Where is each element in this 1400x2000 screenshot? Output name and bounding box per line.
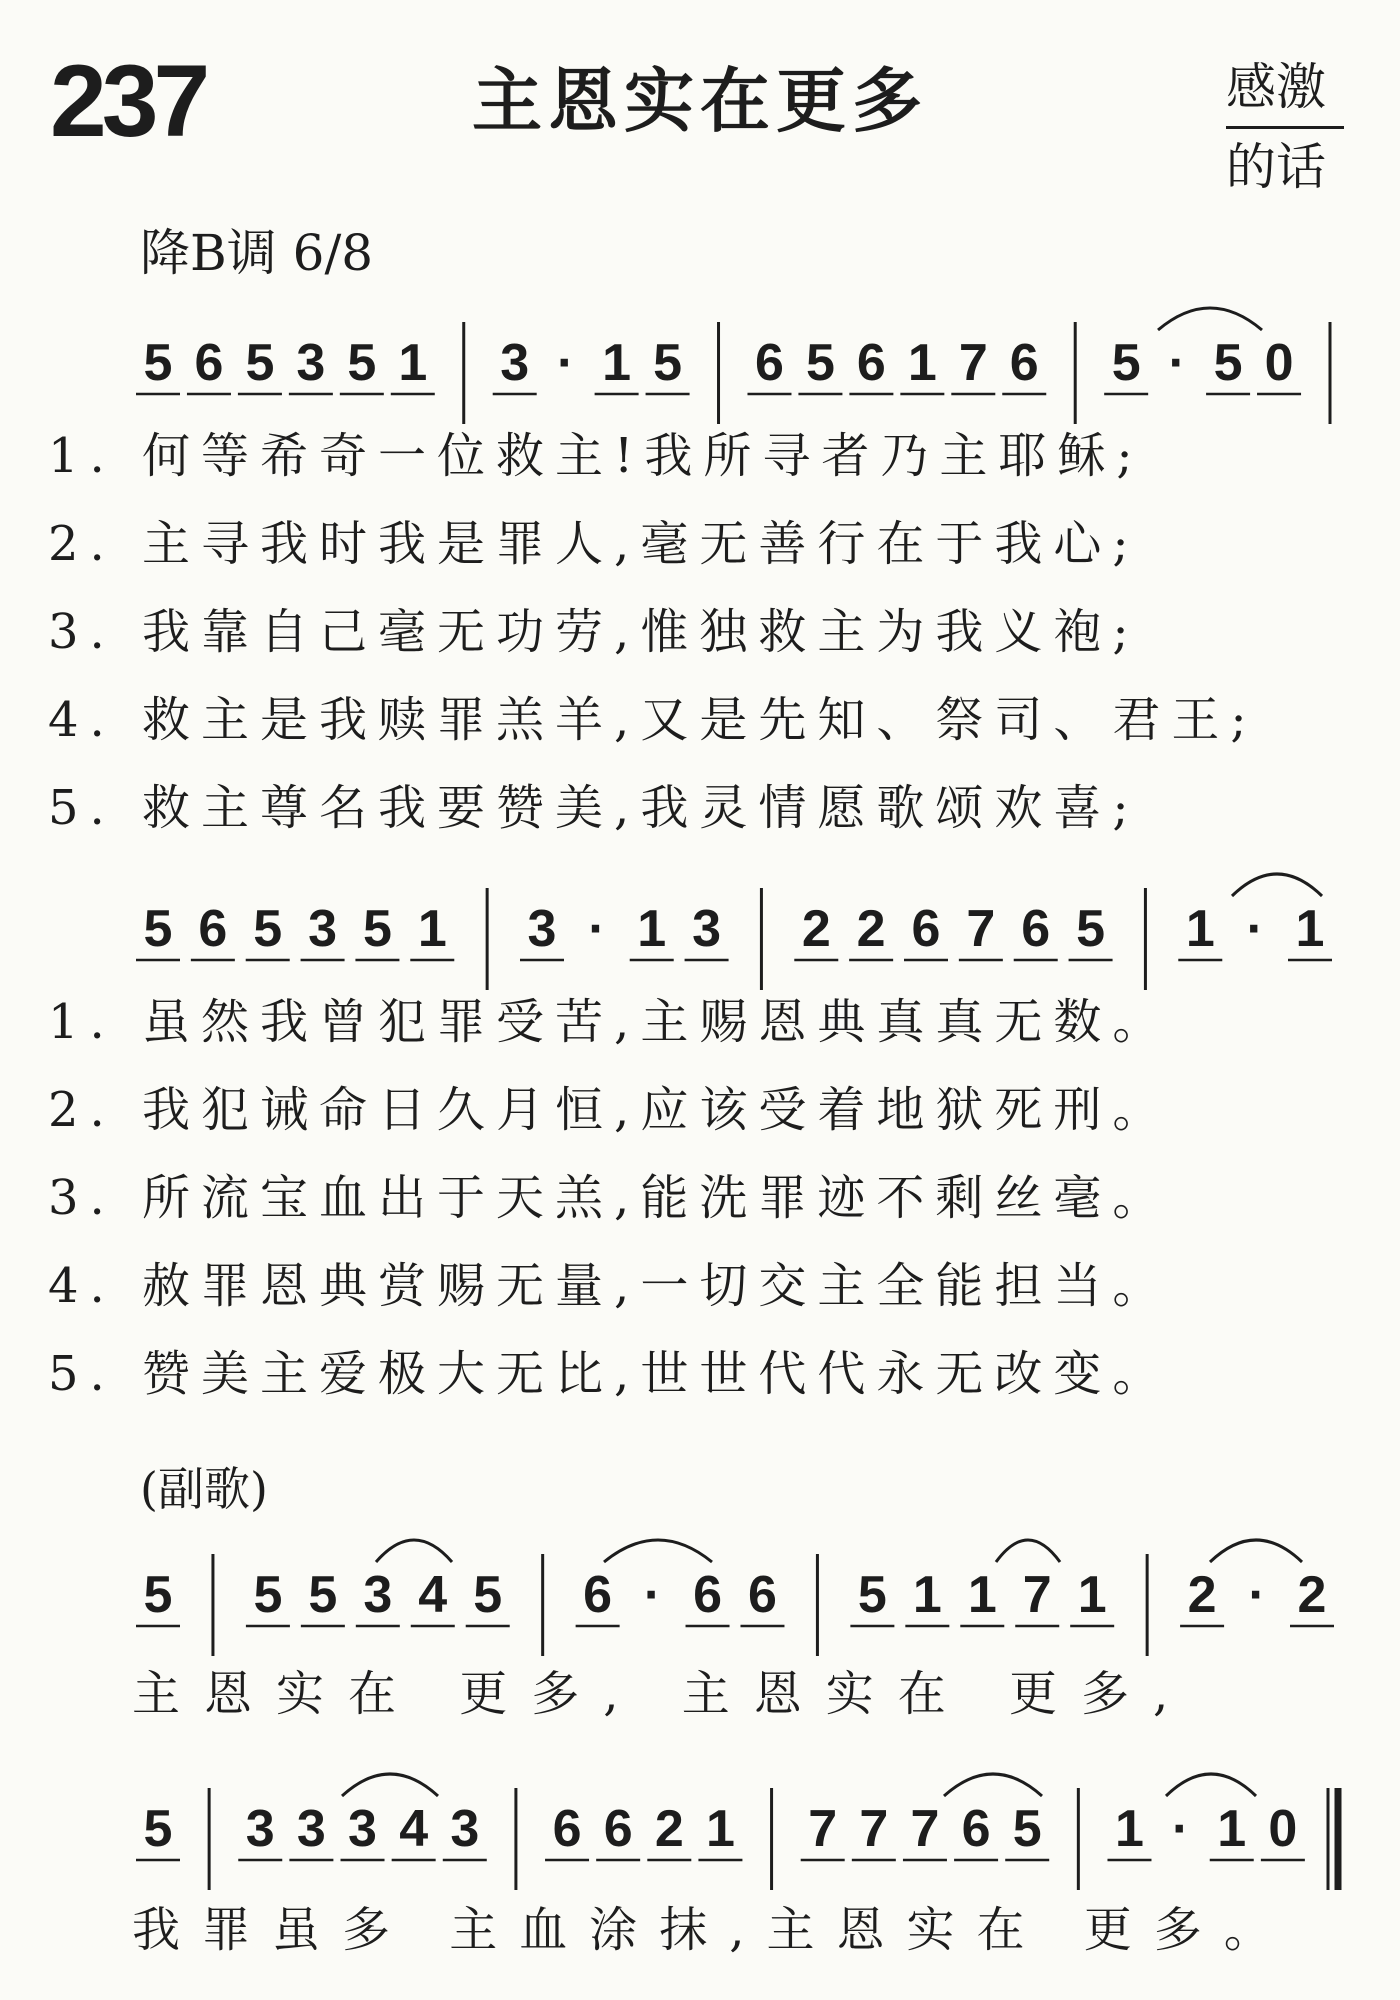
verse-3-line-2: 3. 所流宝血出于天羔,能洗罪迹不剩丝毫。 bbox=[48, 1170, 1172, 1226]
hymn-number: 237 bbox=[50, 44, 206, 158]
verse-4-line-1: 4. 救主是我赎罪羔羊,又是先知、祭司、君王; bbox=[48, 692, 1258, 748]
line1-note: · bbox=[1168, 334, 1186, 392]
line1-note: 5 bbox=[347, 334, 377, 392]
line2-note: 5 bbox=[362, 900, 392, 958]
chorus1-note: 1 bbox=[967, 1566, 997, 1624]
chorus1-note: 5 bbox=[308, 1566, 338, 1624]
chorus1-note: 6 bbox=[583, 1566, 613, 1624]
verse-5-line-2: 5. 赞美主爱极大无比,世世代代永无改变。 bbox=[48, 1346, 1172, 1402]
chorus2-note: 3 bbox=[245, 1800, 275, 1858]
line1-note: 5 bbox=[245, 334, 275, 392]
verse-1-line-2: 1. 虽然我曾犯罪受苦,主赐恩典真真无数。 bbox=[48, 994, 1172, 1050]
verse-3-line-1: 3. 我靠自己毫无功劳,惟独救主为我义袍; bbox=[48, 604, 1140, 660]
chorus1-note: · bbox=[643, 1566, 662, 1624]
chorus2-note: 7 bbox=[808, 1800, 838, 1858]
line1-note: · bbox=[556, 334, 575, 392]
line1-note: 5 bbox=[805, 334, 835, 392]
chorus2-note: 6 bbox=[552, 1800, 582, 1858]
line2-note: 1 bbox=[637, 900, 667, 958]
line1-note: 5 bbox=[1111, 334, 1141, 392]
line1-note: 3 bbox=[296, 334, 326, 392]
chorus1-note: 2 bbox=[1297, 1566, 1327, 1624]
line1-note: 0 bbox=[1264, 334, 1294, 392]
line2-note: 6 bbox=[911, 900, 941, 958]
category-label-bottom: 的话 bbox=[1226, 138, 1326, 196]
chorus2-note: 6 bbox=[603, 1800, 633, 1858]
slur-arc bbox=[944, 1774, 1042, 1796]
chorus1-note: 2 bbox=[1187, 1566, 1217, 1624]
chorus1-note: 6 bbox=[693, 1566, 722, 1624]
slur-arc bbox=[996, 1540, 1060, 1562]
line2-note: 3 bbox=[527, 900, 557, 958]
line2-note: 2 bbox=[801, 900, 831, 958]
chorus1-note: 7 bbox=[1022, 1566, 1052, 1624]
line2-note: 7 bbox=[966, 900, 996, 958]
chorus2-note: 5 bbox=[1012, 1800, 1042, 1858]
chorus-lyrics-line-1: 主恩实在 更多, 主恩实在 更多, bbox=[132, 1666, 1193, 1722]
chorus2-note: 2 bbox=[654, 1800, 684, 1858]
chorus2-note: 7 bbox=[859, 1800, 889, 1858]
line1-note: 6 bbox=[1009, 334, 1039, 392]
chorus-label: (副歌) bbox=[140, 1462, 268, 1516]
tie-arc bbox=[1166, 1774, 1256, 1796]
line1-note: 5 bbox=[653, 334, 683, 392]
chorus1-note: 5 bbox=[143, 1566, 173, 1624]
chorus1-note: 1 bbox=[1077, 1566, 1107, 1624]
line2-note: · bbox=[588, 900, 606, 958]
line1-note: 3 bbox=[500, 334, 530, 392]
line2-note: 2 bbox=[856, 900, 886, 958]
line2-note: 3 bbox=[692, 900, 722, 958]
line1-note: 5 bbox=[143, 334, 173, 392]
slur-arc bbox=[604, 1540, 712, 1562]
line2-note: 1 bbox=[1295, 900, 1325, 958]
chorus2-note: · bbox=[1171, 1800, 1190, 1858]
line1-note: 1 bbox=[602, 334, 632, 392]
line2-note: 6 bbox=[1021, 900, 1051, 958]
chorus1-note: 6 bbox=[748, 1566, 777, 1624]
chorus2-note: 3 bbox=[450, 1800, 480, 1858]
line1-note: 6 bbox=[856, 334, 886, 392]
line2-note: 5 bbox=[1076, 900, 1106, 958]
verse-2-line-2: 2. 我犯诫命日久月恒,应该受着地狱死刑。 bbox=[48, 1082, 1172, 1138]
chorus2-note: 7 bbox=[910, 1800, 940, 1858]
hymn-title: 主恩实在更多 bbox=[472, 60, 928, 142]
chorus1-note: 1 bbox=[912, 1566, 942, 1624]
chorus1-note: · bbox=[1248, 1566, 1266, 1624]
line2-note: 1 bbox=[417, 900, 447, 958]
line2-note: 3 bbox=[308, 900, 338, 958]
line1-note: 1 bbox=[398, 334, 428, 392]
line1-note: 5 bbox=[1213, 334, 1243, 392]
chorus2-note: 6 bbox=[961, 1800, 991, 1858]
chorus1-note: 4 bbox=[418, 1566, 448, 1624]
line2-note: 1 bbox=[1185, 900, 1215, 958]
line1-note: 6 bbox=[755, 334, 784, 392]
chorus2-note: 4 bbox=[399, 1800, 429, 1858]
chorus1-note: 3 bbox=[363, 1566, 393, 1624]
chorus2-note: 1 bbox=[705, 1800, 735, 1858]
chorus2-note: 1 bbox=[1217, 1800, 1247, 1858]
tie-arc bbox=[1232, 874, 1322, 896]
line2-note: 6 bbox=[198, 900, 228, 958]
key-signature: 降B调 6/8 bbox=[140, 224, 374, 282]
chorus1-note: 5 bbox=[857, 1566, 887, 1624]
chorus1-note: 5 bbox=[253, 1566, 283, 1624]
tie-arc bbox=[1210, 1540, 1302, 1562]
chorus2-note: 3 bbox=[348, 1800, 377, 1858]
chorus2-note: 1 bbox=[1115, 1800, 1144, 1858]
chorus1-note: 5 bbox=[473, 1566, 503, 1624]
category-label-top: 感激 bbox=[1226, 58, 1326, 116]
line1-note: 6 bbox=[194, 334, 224, 392]
chorus2-note: 0 bbox=[1268, 1800, 1298, 1858]
tie-arc bbox=[1158, 308, 1262, 330]
verse-4-line-2: 4. 赦罪恩典赏赐无量,一切交主全能担当。 bbox=[48, 1258, 1172, 1314]
chorus2-note: 3 bbox=[296, 1800, 326, 1858]
verse-2-line-1: 2. 主寻我时我是罪人,毫无善行在于我心; bbox=[48, 516, 1140, 572]
line2-note: · bbox=[1246, 900, 1264, 958]
line2-note: 5 bbox=[253, 900, 283, 958]
line1-note: 1 bbox=[907, 334, 937, 392]
slur-arc bbox=[342, 1774, 438, 1796]
chorus-lyrics-line-2: 我罪虽多 主血涂抹,主恩实在 更多。 bbox=[132, 1902, 1294, 1958]
verse-1-line-1: 1. 何等希奇一位救主!我所寻者乃主耶稣; bbox=[48, 428, 1144, 484]
slur-arc bbox=[376, 1540, 452, 1562]
chorus2-note: 5 bbox=[143, 1800, 173, 1858]
line1-note: 7 bbox=[958, 334, 988, 392]
verse-5-line-1: 5. 救主尊名我要赞美,我灵情愿歌颂欢喜; bbox=[48, 780, 1140, 836]
line2-note: 5 bbox=[143, 900, 173, 958]
